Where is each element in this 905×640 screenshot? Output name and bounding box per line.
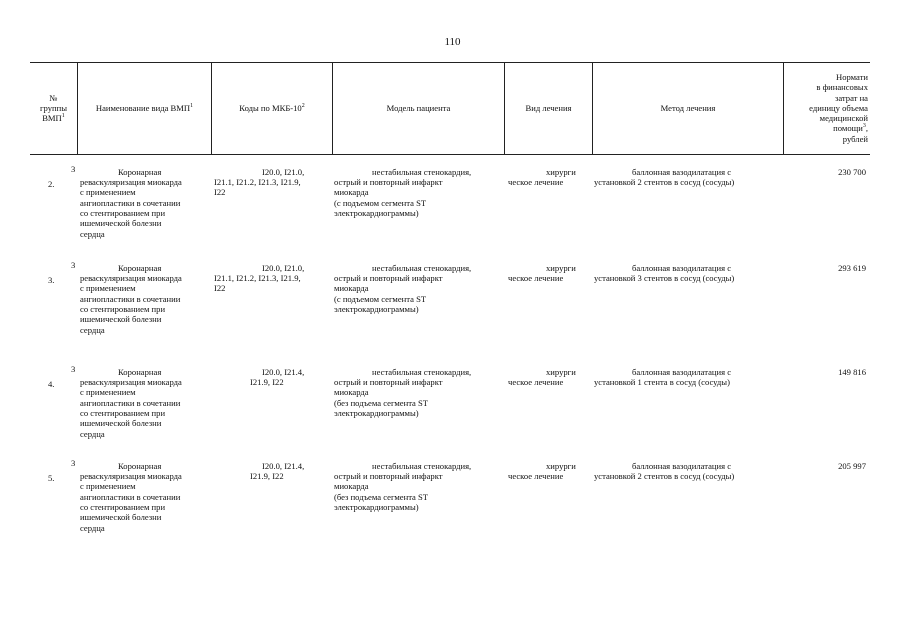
row-number: 4.	[48, 379, 55, 389]
row-codes-first: I20.0, I21.0,	[262, 167, 305, 177]
row-method: установкой 2 стентов в сосуд (сосуды)	[594, 471, 735, 481]
row-name-first: Коронарная	[118, 367, 162, 377]
row-model: острый и повторный инфаркт миокарда (с подъемом сегмента ST электрокардиограммы)	[334, 177, 443, 218]
row-method-first: баллонная вазодилатация с	[632, 167, 732, 177]
row-cost: 149 816	[838, 367, 866, 377]
row-name: реваскуляризация миокарда с применением ангиопластики в сочетании со стентированием при ишемической болезни сердца	[80, 471, 182, 533]
row-method: установкой 2 стентов в сосуд (сосуды)	[594, 177, 735, 187]
row-treatment-first: хирурги	[546, 367, 576, 377]
row-footnote-mark: 3	[71, 164, 76, 174]
row-cost: 205 997	[838, 461, 866, 471]
row-model-first: нестабильная стенокардия,	[372, 461, 472, 471]
row-footnote-mark: 3	[71, 364, 76, 374]
header-model: Модель пациента	[386, 102, 451, 113]
row-model-first: нестабильная стенокардия,	[372, 167, 472, 177]
row-method: установкой 3 стентов в сосуд (сосуды)	[594, 273, 735, 283]
row-method-first: баллонная вазодилатация с	[632, 367, 732, 377]
row-method-first: баллонная вазодилатация с	[632, 461, 732, 471]
row-footnote-mark: 3	[71, 260, 76, 270]
row-number: 2.	[48, 179, 55, 189]
header-group-no: № группы ВМП$^1$	[40, 92, 67, 124]
row-model-first: нестабильная стенокардия,	[372, 367, 472, 377]
row-treatment: ческое лечение	[508, 177, 564, 187]
row-name: реваскуляризация миокарда с применением ангиопластики в сочетании со стентированием при ишемической болезни сердца	[80, 273, 182, 335]
row-codes-first: I20.0, I21.4,	[262, 367, 305, 377]
row-codes: I21.9, I22	[250, 377, 284, 387]
row-number: 3.	[48, 275, 55, 285]
row-codes: I21.1, I21.2, I21.3, I21.9, I22	[214, 273, 301, 294]
row-cost: 230 700	[838, 167, 866, 177]
row-method: установкой 1 стента в сосуд (сосуды)	[594, 377, 730, 387]
row-footnote-mark: 3	[71, 458, 76, 468]
row-name-first: Коронарная	[118, 167, 162, 177]
row-cost: 293 619	[838, 263, 866, 273]
header-treatment-type: Вид лечения	[525, 102, 572, 113]
row-name-first: Коронарная	[118, 263, 162, 273]
row-name: реваскуляризация миокарда с применением ангиопластики в сочетании со стентированием при ишемической болезни сердца	[80, 177, 182, 239]
header-norm: Нормати в финансовых затрат на единицу объема медицинской помощи$^3$, рублей	[809, 71, 868, 144]
row-treatment-first: хирурги	[546, 167, 576, 177]
row-codes: I21.1, I21.2, I21.3, I21.9, I22	[214, 177, 301, 198]
header-codes: Коды по МКБ-$10^2$	[239, 102, 305, 113]
header-name: Наименование вида ВМП$^1$	[95, 102, 194, 113]
header-method: Метод лечения	[660, 102, 716, 113]
row-codes-first: I20.0, I21.4,	[262, 461, 305, 471]
row-treatment: ческое лечение	[508, 471, 564, 481]
row-name-first: Коронарная	[118, 461, 162, 471]
row-codes-first: I20.0, I21.0,	[262, 263, 305, 273]
row-number: 5.	[48, 473, 55, 483]
row-model-first: нестабильная стенокардия,	[372, 263, 472, 273]
row-treatment-first: хирурги	[546, 461, 576, 471]
row-codes: I21.9, I22	[250, 471, 284, 481]
row-model: острый и повторный инфаркт миокарда (без подъема сегмента ST электрокардиограммы)	[334, 471, 443, 512]
row-treatment: ческое лечение	[508, 377, 564, 387]
row-model: острый и повторный инфаркт миокарда (с подъемом сегмента ST электрокардиограммы)	[334, 273, 443, 314]
row-treatment-first: хирурги	[546, 263, 576, 273]
table-header-rule	[30, 154, 870, 155]
row-method-first: баллонная вазодилатация с	[632, 263, 732, 273]
row-name: реваскуляризация миокарда с применением ангиопластики в сочетании со стентированием при ишемической болезни сердца	[80, 377, 182, 439]
row-model: острый и повторный инфаркт миокарда (без подъема сегмента ST электрокардиограммы)	[334, 377, 443, 418]
page-number: 110	[444, 36, 461, 48]
row-treatment: ческое лечение	[508, 273, 564, 283]
